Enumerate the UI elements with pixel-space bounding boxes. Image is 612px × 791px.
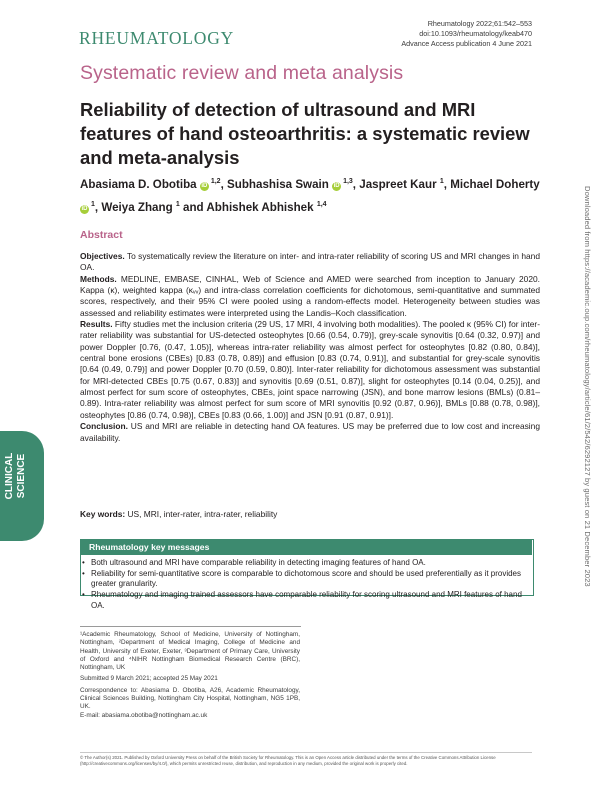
abstract-methods bbox=[80, 274, 540, 319]
side-tab-line2: SCIENCE bbox=[15, 453, 27, 499]
key-message-item: • Both ultrasound and MRI have comparable reliability in detecting imaging features of hand OA. bbox=[82, 558, 527, 569]
side-tab-label bbox=[4, 421, 27, 531]
author-affiliation-marker: 1 bbox=[175, 200, 180, 208]
author-separator: , bbox=[94, 200, 102, 214]
methods-label: Methods. bbox=[80, 273, 117, 284]
journal-name: RHEUMATOLOGY bbox=[79, 28, 235, 48]
conclusion-text: US and MRI are reliable in detecting hand OA features. US may be preferred due to low cost and increasing availability. bbox=[80, 421, 540, 443]
author-separator: , bbox=[352, 177, 360, 191]
copyright-notice: © The Author(s) 2021. Published by Oxford University Press on behalf of the British Society for Rheumatology. This is an Open Access article distributed under the terms of the Creative Commons Attribution License (http://creativecommons.org/licenses/by/4.0/), which permits unrestricted reuse, distribution, and reproduction in any medium, provided the original work is properly cited. bbox=[80, 755, 496, 766]
objectives-label: Objectives. bbox=[80, 251, 125, 261]
keywords bbox=[80, 509, 277, 519]
abstract-conclusion bbox=[80, 421, 540, 444]
section-type-heading: Systematic review and meta analysis bbox=[80, 62, 404, 84]
keywords-text: US, MRI, inter-rater, intra-rater, reliability bbox=[125, 509, 278, 519]
author-list bbox=[80, 172, 540, 218]
key-messages-list bbox=[82, 558, 527, 612]
citation-block bbox=[401, 19, 532, 50]
footnotes bbox=[80, 631, 300, 723]
orcid-id-icon[interactable]: iD bbox=[201, 182, 208, 189]
objectives-text: To systematically review the literature on inter- and intra-rater reliability of scoring US and MRI changes in hand OA. bbox=[80, 251, 540, 273]
keywords-label: Key words: bbox=[80, 509, 126, 519]
citation-line: Rheumatology 2022;61:542–553 bbox=[427, 19, 532, 28]
author-name: Abasiama D. Obotiba bbox=[80, 177, 197, 191]
abstract-body bbox=[80, 251, 540, 444]
orcid-id-icon[interactable]: iD bbox=[333, 182, 340, 189]
copyright-divider bbox=[80, 752, 532, 753]
abstract-heading: Abstract bbox=[80, 229, 123, 241]
footnote-divider bbox=[80, 626, 301, 627]
author-name: Subhashisa Swain bbox=[227, 177, 329, 191]
abstract-objectives bbox=[80, 251, 540, 274]
key-messages-heading: Rheumatology key messages bbox=[89, 542, 210, 552]
correspondence-email[interactable]: E-mail: abasiama.obotiba@nottingham.ac.uk bbox=[80, 711, 208, 719]
author-affiliation-marker: 1,4 bbox=[316, 200, 327, 208]
correspondence: Correspondence to: Abasiama D. Obotiba, A26, Academic Rheumatology, Clinical Sciences Building, Nottingham City Hospital, Nottingham, NG5 1PB, UK. bbox=[80, 686, 300, 711]
results-text: Fifty studies met the inclusion criteria (29 US, 17 MRI, 4 involving both modalities). The pooled κ (95% CI) for inter-rater reliability was substantial for US-detected osteophytes [0.66 (0.54, 0.79)], grey-scale synovitis [0.64 (0.32, 0.97)] and power Doppler [0.76, (0.47, 1.05)], whereas intra-rater reliability was almost perfect for osteophytes [0.82 (0.80, 0.84)], central bone erosions (CBEs) [0.83 (0.78, 0.89)] and effusion [0.83 (0.74, 0.91)], and substantial for grey-scale synovitis [0.64 (0.49, 0.79)] and power Doppler [0.70 (0.59, 0.80)]. Inter-rater reliability for dichotomous assessment was substantial for MRI-detected CBEs [0.75 (0.67, 0.83)] and synovitis [0.69 (0.51, 0.87)], slight for osteophytes [0.14 (0.04, 0.25)], and almost perfect for sum score of osteophytes, CBEs, joint space narrowing (JSN), and bone marrow lesions (BMLs) (0.81–0.89). Intra-rater reliability was almost perfect for sum score of MRI synovitis [0.92 (0.87, 0.96)], BMLs [0.88 (0.78, 0.98)], osteophytes [0.86 (0.74, 0.98)], CBEs [0.83 (0.66, 1.00)] and JSN [0.91 (0.87, 0.91)]. bbox=[80, 319, 540, 420]
doi-line[interactable]: doi:10.1093/rheumatology/keab470 bbox=[419, 29, 532, 39]
author-affiliation-marker: 1 bbox=[91, 200, 95, 208]
author-separator: and bbox=[179, 200, 207, 214]
side-tab-line1: CLINICAL bbox=[4, 452, 15, 500]
author-affiliation-marker: 1 bbox=[439, 178, 444, 185]
orcid-id-icon[interactable]: iD bbox=[81, 205, 88, 212]
author-name: Abhishek Abhishek bbox=[206, 200, 314, 214]
article-title: Reliability of detection of ultrasound and MRI features of hand osteoarthritis: a systematic review and meta-analysis bbox=[80, 99, 530, 168]
results-label: Results. bbox=[80, 319, 113, 330]
author-name: Michael Doherty bbox=[450, 177, 540, 191]
key-message-item: • Reliability for semi-quantitative score is comparable to dichotomous score and should be used preferentially as it provides greater granularity. bbox=[82, 569, 527, 590]
affiliations: ¹Academic Rheumatology, School of Medicine, University of Nottingham, Nottingham, ²Department of Medical Imaging, College of Medicine and Health, University of Exeter, Exeter, ³Department of Primary Care, University of Oxford and ⁴NIHR Nottingham Biomedical Research Centre (BRC), Nottingham, UK bbox=[80, 631, 300, 672]
author-affiliation-marker: 1,2 bbox=[210, 178, 221, 185]
conclusion-label: Conclusion. bbox=[80, 421, 128, 432]
author-name: Jaspreet Kaur bbox=[359, 177, 437, 191]
key-message-item: • Rheumatology and imaging trained assessors have comparable reliability for scoring ultrasound and MRI features of hand OA. bbox=[82, 590, 527, 611]
methods-text: MEDLINE, EMBASE, CINHAL, Web of Science and AMED were searched from inception to January 2020. Kappa (κ), weighted kappa (κᵥᵥ) and intra-class correlation coefficients for dichotomous, semi-quantitative and summated scores, respectively, and their 95% CI were pooled using a random-effects model. Heterogeneity between studies was assessed and reliability estimates were interpreted using the Landis–Koch classification. bbox=[80, 273, 540, 318]
download-note: Downloaded from https://academic.oup.com/rheumatology/article/61/2/542/6292127 by guest on 21 December 2023 bbox=[583, 186, 592, 587]
author-separator: , bbox=[443, 177, 451, 191]
author-separator: , bbox=[220, 177, 228, 191]
publication-date-line: Advance Access publication 4 June 2021 bbox=[401, 39, 532, 49]
author-affiliation-marker: 1,3 bbox=[343, 178, 353, 185]
submission-dates: Submitted 9 March 2021; accepted 25 May 2021 bbox=[80, 675, 218, 683]
abstract-results bbox=[80, 319, 540, 421]
author-name: Weiya Zhang bbox=[101, 200, 173, 214]
